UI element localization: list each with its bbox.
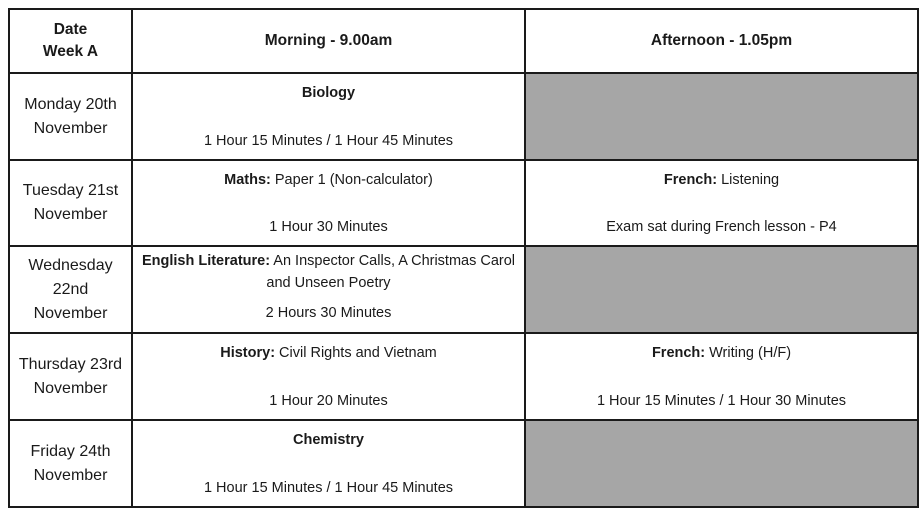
afternoon-exam-cell <box>525 160 918 246</box>
blocked-cell <box>525 73 918 160</box>
subject-name: Maths: <box>224 172 271 188</box>
exam-subject: Maths: Paper 1 (Non-calculator) <box>224 172 433 188</box>
morning-column-header: Morning - 9.00am <box>132 9 525 73</box>
date-cell: Wednesday 22nd November <box>9 246 132 333</box>
date-header-label: Date <box>53 21 88 38</box>
exam-note: Exam sat during French lesson - P4 <box>606 219 837 235</box>
exam-duration: 1 Hour 15 Minutes / 1 Hour 45 Minutes <box>203 480 454 496</box>
table-row <box>9 333 918 420</box>
date-cell: Friday 24th November <box>9 420 132 507</box>
exam-timetable <box>8 8 919 508</box>
morning-exam-cell <box>132 160 525 246</box>
morning-exam-cell <box>132 246 525 333</box>
subject-name: French: <box>663 172 718 188</box>
date-cell: Tuesday 21st November <box>9 160 132 246</box>
subject-name: English Literature: <box>141 253 271 269</box>
subject-name: Biology <box>301 85 356 101</box>
exam-duration: 1 Hour 15 Minutes / 1 Hour 30 Minutes <box>596 393 847 409</box>
date-column-header <box>9 9 132 73</box>
afternoon-column-header: Afternoon - 1.05pm <box>525 9 918 73</box>
exam-subject: History: Civil Rights and Vietnam <box>220 345 437 361</box>
subject-name: Chemistry <box>293 432 364 448</box>
exam-subject <box>141 429 516 451</box>
blocked-cell <box>525 246 918 333</box>
blocked-cell <box>525 420 918 507</box>
exam-duration: 2 Hours 30 Minutes <box>265 305 392 321</box>
header-row <box>9 9 918 73</box>
table-row <box>9 246 918 333</box>
morning-exam-cell <box>132 333 525 420</box>
exam-duration: 1 Hour 20 Minutes <box>269 393 388 409</box>
week-label: Week A <box>42 43 99 60</box>
date-cell: Monday 20th November <box>9 73 132 160</box>
exam-subject: French: Listening <box>663 172 780 188</box>
table-row <box>9 160 918 246</box>
morning-exam-cell <box>132 420 525 507</box>
exam-duration: 1 Hour 15 Minutes / 1 Hour 45 Minutes <box>203 133 454 149</box>
table-row <box>9 73 918 160</box>
subject-name: History: <box>220 345 276 361</box>
table-row <box>9 420 918 507</box>
morning-exam-cell <box>132 73 525 160</box>
exam-subject <box>141 82 516 104</box>
exam-duration: 1 Hour 30 Minutes <box>269 219 388 235</box>
date-cell: Thursday 23rd November <box>9 333 132 420</box>
subject-name: French: <box>651 345 706 361</box>
exam-subject: French: Writing (H/F) <box>651 345 792 361</box>
exam-subject: English Literature: An Inspector Calls, A Christmas Carol and Unseen Poetry <box>141 253 516 291</box>
afternoon-exam-cell <box>525 333 918 420</box>
